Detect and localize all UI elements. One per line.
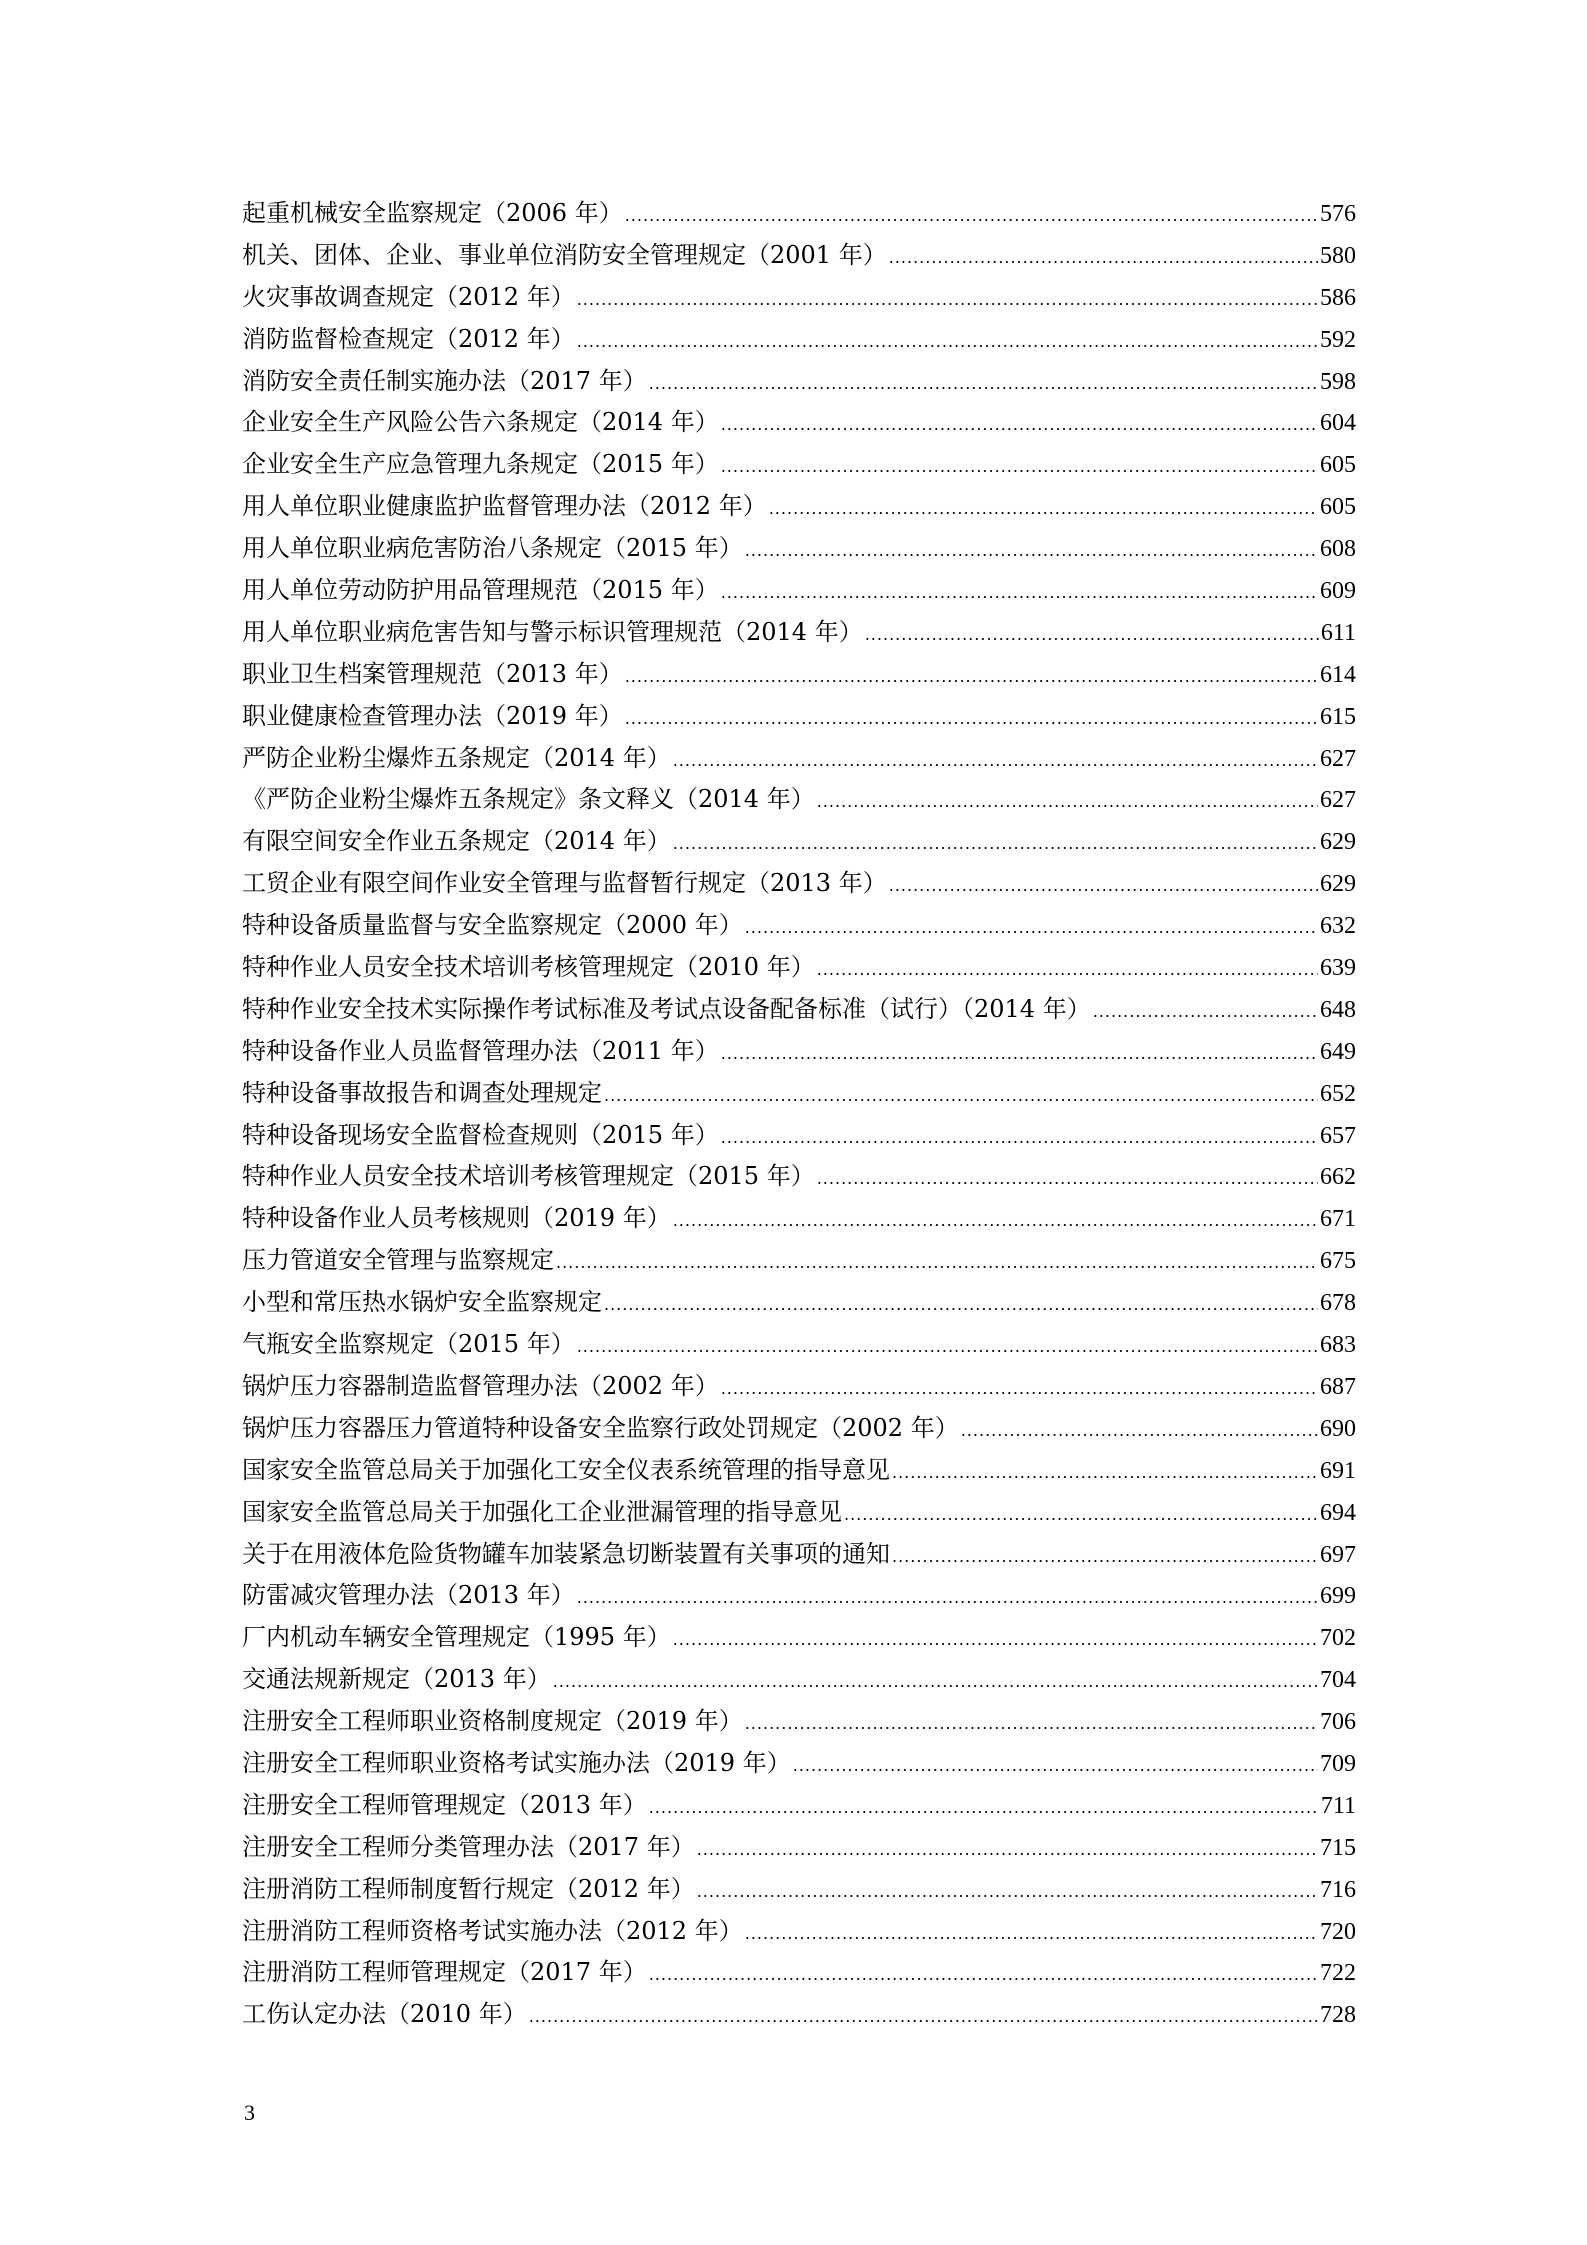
toc-entry-title: 锅炉压力容器制造监督管理办法（2002 年） bbox=[242, 1371, 719, 1400]
toc-entry bbox=[242, 1575, 1356, 1617]
toc-entry-title: 火灾事故调查规定（2012 年） bbox=[242, 282, 575, 311]
dot-leader bbox=[604, 1284, 1318, 1326]
dot-leader bbox=[844, 1494, 1318, 1536]
toc-entry-title: 机关、团体、企业、事业单位消防安全管理规定（2001 年） bbox=[242, 240, 887, 269]
toc-entry bbox=[242, 696, 1356, 738]
toc-entry-title: 《严防企业粉尘爆炸五条规定》条文释义（2014 年） bbox=[242, 785, 815, 814]
toc-entry bbox=[242, 947, 1356, 989]
toc-entry bbox=[242, 486, 1356, 528]
toc-entry bbox=[242, 1827, 1356, 1869]
toc-entry-title: 厂内机动车辆安全管理规定（1995 年） bbox=[242, 1623, 671, 1652]
toc-entry-title: 用人单位职业病危害告知与警示标识管理规范（2014 年） bbox=[242, 617, 863, 646]
toc-entry-title: 注册消防工程师制度暂行规定（2012 年） bbox=[242, 1874, 695, 1903]
toc-entry-title: 注册安全工程师职业资格制度规定（2019 年） bbox=[242, 1707, 743, 1736]
toc-entry-title: 气瓶安全监察规定（2015 年） bbox=[242, 1330, 575, 1359]
dot-leader bbox=[556, 1242, 1318, 1284]
toc-entry-title: 特种设备质量监督与安全监察规定（2000 年） bbox=[242, 911, 743, 940]
toc-entry bbox=[242, 1659, 1356, 1701]
toc-entry bbox=[242, 989, 1356, 1031]
dot-leader bbox=[892, 1452, 1318, 1494]
dot-leader bbox=[889, 865, 1318, 907]
toc-entry bbox=[242, 361, 1356, 403]
dot-leader bbox=[577, 279, 1318, 321]
dot-leader bbox=[649, 1787, 1319, 1829]
dot-leader bbox=[745, 530, 1318, 572]
dot-leader bbox=[721, 404, 1318, 446]
toc-entry-title: 起重机械安全监察规定（2006 年） bbox=[242, 199, 623, 227]
toc-entry-page-number: 609 bbox=[1320, 578, 1356, 605]
toc-entry-title: 消防监督检查规定（2012 年） bbox=[242, 324, 575, 353]
toc-entry-title: 国家安全监管总局关于加强化工安全仪表系统管理的指导意见 bbox=[242, 1455, 890, 1484]
toc-entry-title: 工伤认定办法（2010 年） bbox=[242, 2000, 527, 2029]
toc-entry bbox=[242, 402, 1356, 444]
toc-entry-title: 特种设备作业人员考核规则（2019 年） bbox=[242, 1204, 671, 1233]
page-number: 3 bbox=[244, 2100, 255, 2125]
toc-entry bbox=[242, 1785, 1356, 1827]
toc-entry-title: 特种设备现场安全监督检查规则（2015 年） bbox=[242, 1120, 719, 1149]
toc-entry bbox=[242, 738, 1356, 780]
dot-leader bbox=[892, 1536, 1318, 1578]
toc-entry bbox=[242, 235, 1356, 277]
toc-entry-page-number: 639 bbox=[1320, 955, 1356, 982]
toc-entry bbox=[242, 570, 1356, 612]
dot-leader bbox=[817, 949, 1318, 991]
toc-entry-title: 职业卫生档案管理规范（2013 年） bbox=[242, 659, 623, 688]
toc-entry-title: 小型和常压热水锅炉安全监察规定 bbox=[242, 1288, 602, 1317]
toc-entry-page-number: 598 bbox=[1320, 368, 1356, 395]
table-of-contents bbox=[242, 193, 1356, 2036]
toc-entry-page-number: 704 bbox=[1320, 1667, 1356, 1694]
dot-leader bbox=[577, 1577, 1318, 1619]
dot-leader bbox=[673, 823, 1318, 865]
toc-entry bbox=[242, 905, 1356, 947]
dot-leader bbox=[673, 1200, 1318, 1242]
toc-entry-page-number: 691 bbox=[1320, 1457, 1356, 1484]
toc-entry-page-number: 649 bbox=[1320, 1038, 1356, 1065]
toc-entry bbox=[242, 1031, 1356, 1073]
toc-entry-page-number: 699 bbox=[1320, 1583, 1356, 1610]
toc-entry bbox=[242, 1994, 1356, 2036]
toc-entry bbox=[242, 277, 1356, 319]
toc-entry-page-number: 580 bbox=[1320, 242, 1356, 269]
toc-entry-title: 注册安全工程师职业资格考试实施办法（2019 年） bbox=[242, 1748, 791, 1777]
dot-leader bbox=[604, 1075, 1318, 1117]
toc-entry-page-number: 662 bbox=[1320, 1164, 1356, 1191]
toc-entry bbox=[242, 1617, 1356, 1659]
toc-entry-page-number: 678 bbox=[1320, 1290, 1356, 1317]
toc-entry bbox=[242, 1869, 1356, 1911]
toc-entry bbox=[242, 1115, 1356, 1157]
toc-entry bbox=[242, 1743, 1356, 1785]
toc-entry-title: 工贸企业有限空间作业安全管理与监督暂行规定（2013 年） bbox=[242, 869, 887, 898]
toc-entry-title: 特种设备事故报告和调查处理规定 bbox=[242, 1078, 602, 1107]
toc-entry-title: 注册消防工程师管理规定（2017 年） bbox=[242, 1958, 647, 1987]
toc-entry bbox=[242, 1952, 1356, 1994]
toc-entry bbox=[242, 821, 1356, 863]
dot-leader bbox=[673, 1619, 1318, 1661]
toc-entry-page-number: 604 bbox=[1320, 410, 1356, 437]
toc-entry-page-number: 683 bbox=[1320, 1332, 1356, 1359]
toc-entry-title: 企业安全生产应急管理九条规定（2015 年） bbox=[242, 450, 719, 479]
toc-entry-page-number: 720 bbox=[1320, 1918, 1356, 1945]
toc-entry-page-number: 722 bbox=[1320, 1960, 1356, 1987]
toc-entry-title: 消防安全责任制实施办法（2017 年） bbox=[242, 366, 647, 395]
dot-leader bbox=[817, 781, 1318, 823]
toc-entry-page-number: 716 bbox=[1320, 1876, 1356, 1903]
toc-entry-page-number: 687 bbox=[1320, 1373, 1356, 1400]
toc-entry-title: 关于在用液体危险货物罐车加装紧急切断装置有关事项的通知 bbox=[242, 1539, 890, 1568]
toc-entry-title: 特种作业安全技术实际操作考试标准及考试点设备配备标准（试行）（2014 年） bbox=[242, 994, 1091, 1023]
toc-entry-page-number: 592 bbox=[1320, 326, 1356, 353]
toc-entry bbox=[242, 1240, 1356, 1282]
dot-leader bbox=[769, 488, 1318, 530]
dot-leader bbox=[721, 1117, 1318, 1159]
dot-leader bbox=[865, 614, 1319, 656]
toc-entry bbox=[242, 193, 1356, 235]
dot-leader bbox=[649, 1954, 1318, 1996]
toc-entry bbox=[242, 1701, 1356, 1743]
toc-entry-page-number: 629 bbox=[1320, 871, 1356, 898]
toc-entry bbox=[242, 1156, 1356, 1198]
dot-leader bbox=[625, 698, 1318, 740]
toc-entry-title: 职业健康检查管理办法（2019 年） bbox=[242, 701, 623, 730]
toc-entry bbox=[242, 1450, 1356, 1492]
toc-entry bbox=[242, 612, 1356, 654]
toc-entry-page-number: 715 bbox=[1320, 1834, 1356, 1861]
toc-entry bbox=[242, 1492, 1356, 1534]
toc-entry-title: 企业安全生产风险公告六条规定（2014 年） bbox=[242, 408, 719, 437]
dot-leader bbox=[961, 1410, 1318, 1452]
toc-entry-title: 国家安全监管总局关于加强化工企业泄漏管理的指导意见 bbox=[242, 1497, 842, 1526]
dot-leader bbox=[697, 1829, 1318, 1871]
toc-entry-title: 注册安全工程师分类管理办法（2017 年） bbox=[242, 1832, 695, 1861]
dot-leader bbox=[721, 1033, 1318, 1075]
toc-entry-title: 压力管道安全管理与监察规定 bbox=[242, 1246, 554, 1275]
dot-leader bbox=[817, 1158, 1318, 1200]
toc-entry-title: 注册消防工程师资格考试实施办法（2012 年） bbox=[242, 1916, 743, 1945]
toc-entry-title: 交通法规新规定（2013 年） bbox=[242, 1665, 551, 1694]
toc-entry-page-number: 605 bbox=[1320, 494, 1356, 521]
toc-entry-page-number: 605 bbox=[1320, 452, 1356, 479]
toc-entry-title: 特种作业人员安全技术培训考核管理规定（2015 年） bbox=[242, 1162, 815, 1191]
toc-entry-page-number: 648 bbox=[1320, 996, 1356, 1023]
dot-leader bbox=[721, 446, 1318, 488]
toc-entry bbox=[242, 1911, 1356, 1953]
toc-entry-page-number: 586 bbox=[1320, 284, 1356, 311]
toc-entry-title: 严防企业粉尘爆炸五条规定（2014 年） bbox=[242, 743, 671, 772]
toc-entry-title: 特种作业人员安全技术培训考核管理规定（2010 年） bbox=[242, 953, 815, 982]
toc-entry bbox=[242, 654, 1356, 696]
toc-entry-page-number: 627 bbox=[1320, 787, 1356, 814]
dot-leader bbox=[529, 1996, 1318, 2038]
toc-entry-title: 有限空间安全作业五条规定（2014 年） bbox=[242, 827, 671, 856]
dot-leader bbox=[793, 1745, 1318, 1787]
toc-entry-title: 用人单位职业病危害防治八条规定（2015 年） bbox=[242, 534, 743, 563]
toc-entry-page-number: 632 bbox=[1320, 913, 1356, 940]
toc-entry-page-number: 627 bbox=[1320, 745, 1356, 772]
dot-leader bbox=[697, 1871, 1318, 1913]
dot-leader bbox=[721, 572, 1318, 614]
toc-entry-page-number: 690 bbox=[1320, 1415, 1356, 1442]
toc-entry-title: 用人单位劳动防护用品管理规范（2015 年） bbox=[242, 576, 719, 605]
toc-entry bbox=[242, 528, 1356, 570]
toc-entry-page-number: 728 bbox=[1320, 2002, 1356, 2029]
toc-entry-page-number: 671 bbox=[1320, 1206, 1356, 1233]
dot-leader bbox=[721, 1368, 1318, 1410]
toc-entry-title: 锅炉压力容器压力管道特种设备安全监察行政处罚规定（2002 年） bbox=[242, 1413, 959, 1442]
toc-entry bbox=[242, 319, 1356, 361]
toc-entry bbox=[242, 444, 1356, 486]
toc-entry-page-number: 608 bbox=[1320, 536, 1356, 563]
toc-entry-page-number: 611 bbox=[1320, 619, 1356, 646]
toc-entry-page-number: 697 bbox=[1320, 1541, 1356, 1568]
toc-entry-page-number: 652 bbox=[1320, 1080, 1356, 1107]
toc-entry-page-number: 706 bbox=[1320, 1709, 1356, 1736]
dot-leader bbox=[649, 363, 1318, 405]
toc-entry-page-number: 657 bbox=[1320, 1122, 1356, 1149]
toc-entry bbox=[242, 863, 1356, 905]
dot-leader bbox=[1093, 991, 1318, 1033]
toc-entry bbox=[242, 1073, 1356, 1115]
dot-leader bbox=[673, 740, 1318, 782]
toc-entry-page-number: 711 bbox=[1320, 1792, 1356, 1819]
dot-leader bbox=[745, 907, 1318, 949]
toc-entry-page-number: 615 bbox=[1320, 703, 1356, 730]
dot-leader bbox=[625, 656, 1318, 698]
toc-entry bbox=[242, 1366, 1356, 1408]
toc-entry bbox=[242, 1534, 1356, 1576]
dot-leader bbox=[625, 195, 1318, 237]
toc-entry-title: 防雷减灾管理办法（2013 年） bbox=[242, 1581, 575, 1610]
toc-entry-title: 注册安全工程师管理规定（2013 年） bbox=[242, 1790, 647, 1819]
toc-entry-page-number: 694 bbox=[1320, 1499, 1356, 1526]
toc-entry-title: 特种设备作业人员监督管理办法（2011 年） bbox=[242, 1036, 719, 1065]
toc-entry-title: 用人单位职业健康监护监督管理办法（2012 年） bbox=[242, 492, 767, 521]
toc-entry bbox=[242, 1408, 1356, 1450]
toc-entry-page-number: 614 bbox=[1320, 661, 1356, 688]
toc-entry-page-number: 702 bbox=[1320, 1625, 1356, 1652]
toc-entry bbox=[242, 1198, 1356, 1240]
dot-leader bbox=[577, 321, 1318, 363]
dot-leader bbox=[577, 1326, 1318, 1368]
toc-entry-page-number: 675 bbox=[1320, 1248, 1356, 1275]
toc-entry bbox=[242, 779, 1356, 821]
dot-leader bbox=[889, 237, 1318, 279]
dot-leader bbox=[745, 1913, 1318, 1955]
dot-leader bbox=[745, 1703, 1318, 1745]
toc-entry bbox=[242, 1324, 1356, 1366]
toc-entry-page-number: 629 bbox=[1320, 829, 1356, 856]
dot-leader bbox=[553, 1661, 1318, 1703]
toc-entry-page-number: 709 bbox=[1320, 1750, 1356, 1777]
toc-entry bbox=[242, 1282, 1356, 1324]
toc-entry-page-number: 576 bbox=[1320, 201, 1356, 227]
